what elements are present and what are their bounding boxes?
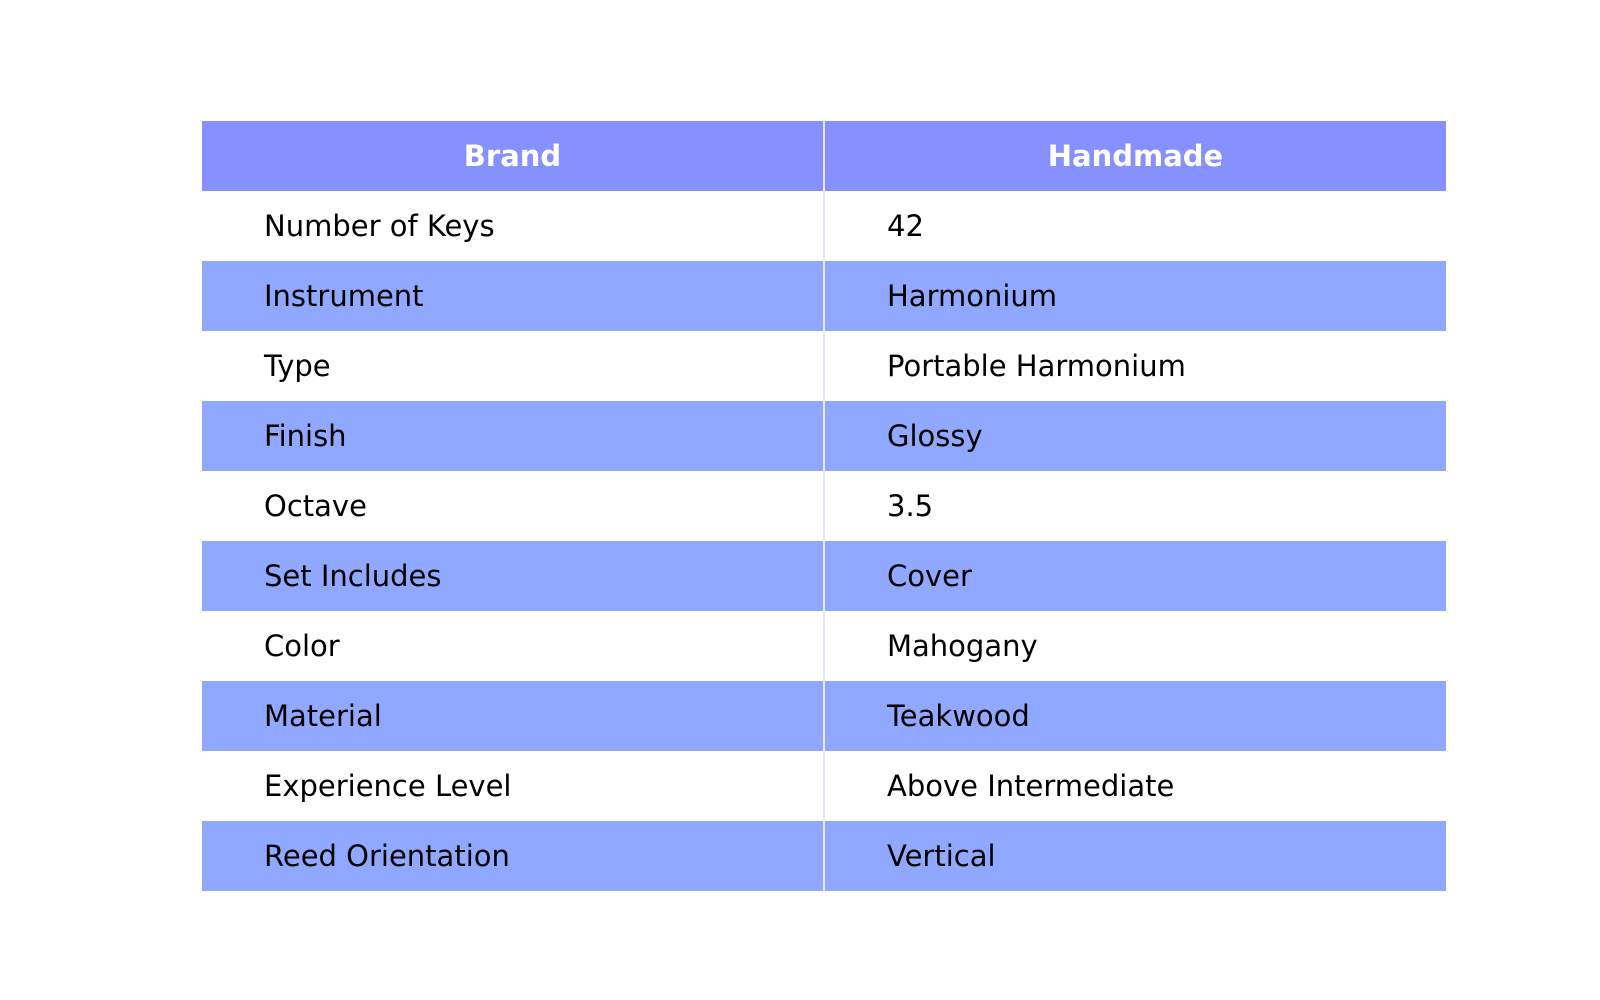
row-label: Set Includes	[202, 541, 824, 611]
row-label: Reed Orientation	[202, 821, 824, 891]
table-row	[202, 681, 1446, 751]
row-value: Portable Harmonium	[824, 331, 1446, 401]
header-cell-brand: Brand	[202, 121, 824, 191]
row-label: Material	[202, 681, 824, 751]
row-label: Number of Keys	[202, 191, 824, 261]
row-value: Above Intermediate	[824, 751, 1446, 821]
table-row	[202, 331, 1446, 401]
row-value: Mahogany	[824, 611, 1446, 681]
row-value: Vertical	[824, 821, 1446, 891]
table-row	[202, 261, 1446, 331]
row-value: Harmonium	[824, 261, 1446, 331]
table-body	[202, 191, 1446, 891]
row-value: 42	[824, 191, 1446, 261]
row-label: Octave	[202, 471, 824, 541]
spec-table	[202, 121, 1446, 891]
table-row	[202, 541, 1446, 611]
row-label: Finish	[202, 401, 824, 471]
row-value: 3.5	[824, 471, 1446, 541]
header-row	[202, 121, 1446, 191]
row-value: Cover	[824, 541, 1446, 611]
header-cell-value: Handmade	[824, 121, 1446, 191]
row-label: Experience Level	[202, 751, 824, 821]
row-label: Instrument	[202, 261, 824, 331]
table-row	[202, 401, 1446, 471]
table-row	[202, 751, 1446, 821]
table-row	[202, 191, 1446, 261]
table-row	[202, 471, 1446, 541]
table-row	[202, 821, 1446, 891]
row-value: Glossy	[824, 401, 1446, 471]
table-header	[202, 121, 1446, 191]
row-label: Color	[202, 611, 824, 681]
row-label: Type	[202, 331, 824, 401]
table-row	[202, 611, 1446, 681]
row-value: Teakwood	[824, 681, 1446, 751]
